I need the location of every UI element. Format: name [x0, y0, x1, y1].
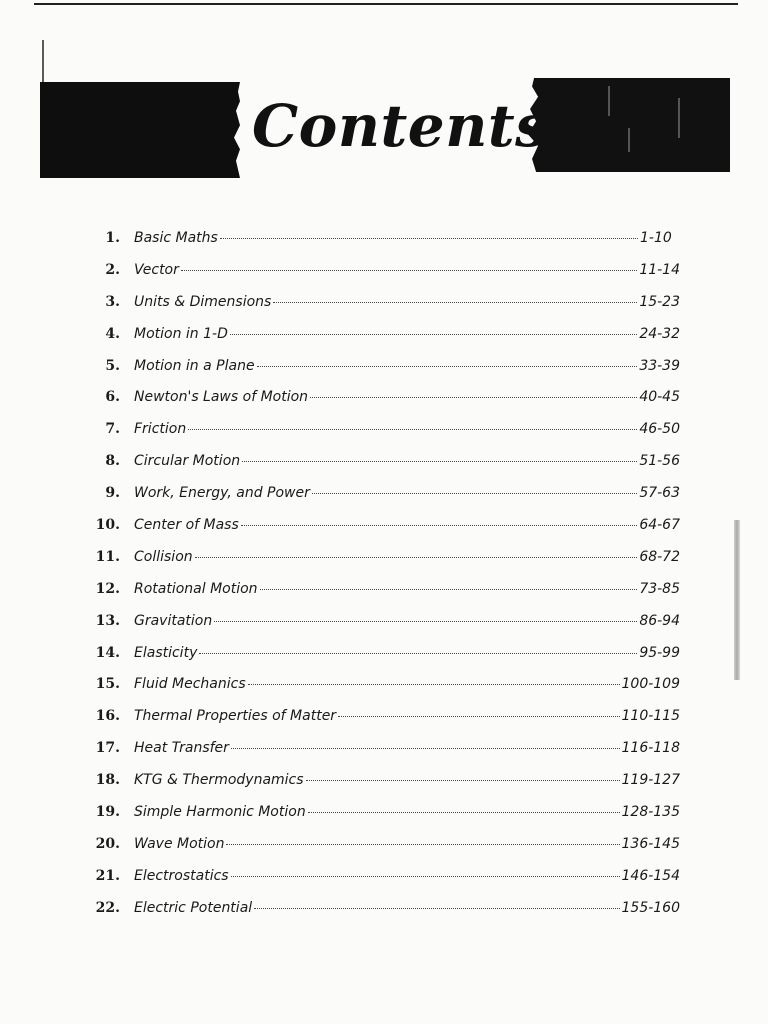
dot-leader [241, 515, 638, 526]
dot-leader [260, 579, 638, 590]
top-rule [34, 3, 738, 5]
entry-title: Friction [134, 421, 187, 438]
entry-title: Vector [134, 261, 179, 278]
entry-number: 18. [95, 772, 120, 789]
toc-entry [80, 294, 680, 326]
toc-entry [80, 708, 680, 740]
entry-number: 13. [95, 612, 120, 629]
dot-leader [230, 324, 637, 335]
entry-number: 10. [95, 517, 120, 534]
entry-number: 12. [95, 580, 120, 597]
entry-number: 11. [95, 548, 120, 565]
entry-page-range: 24-32 [639, 325, 680, 342]
dot-leader [248, 674, 620, 685]
toc-entry [80, 230, 680, 262]
entry-title: Motion in 1-D [134, 325, 228, 342]
entry-number: 15. [95, 676, 120, 693]
dot-leader [231, 866, 620, 877]
entry-number: 2. [105, 261, 120, 278]
entry-number: 21. [95, 867, 120, 884]
entry-title: Simple Harmonic Motion [134, 804, 306, 821]
entry-page-range: 100-109 [621, 676, 680, 693]
entry-page-range: 33-39 [639, 357, 680, 374]
toc-entry [80, 740, 680, 772]
entry-number: 22. [95, 899, 120, 916]
toc-entry [80, 676, 680, 708]
entry-number: 14. [95, 644, 120, 661]
scan-shadow [734, 520, 740, 680]
dot-leader [254, 898, 619, 909]
entry-page-range: 86-94 [639, 612, 680, 629]
entry-number: 5. [105, 357, 120, 374]
toc-entry [80, 772, 680, 804]
entry-title: Center of Mass [134, 517, 239, 534]
toc-entry [80, 900, 680, 932]
dot-leader [310, 387, 637, 398]
entry-number: 16. [95, 708, 120, 725]
title-banner-left [40, 82, 240, 178]
toc-entry [80, 581, 680, 613]
entry-page-range: 128-135 [621, 804, 680, 821]
entry-page-range: 15-23 [639, 293, 680, 310]
dot-leader [306, 770, 620, 781]
entry-title: Work, Energy, and Power [134, 485, 310, 502]
entry-title: Electric Potential [134, 899, 253, 916]
entry-page-range: 11-14 [639, 261, 680, 278]
dot-leader [257, 356, 638, 367]
entry-number: 1. [105, 230, 120, 246]
entry-page-range: 46-50 [639, 421, 680, 438]
toc-entry [80, 549, 680, 581]
dot-leader [242, 451, 637, 462]
entry-page-range: 95-99 [639, 644, 680, 661]
entry-title: Gravitation [134, 612, 213, 629]
dot-leader [226, 834, 619, 845]
entry-title: Basic Maths [134, 230, 218, 246]
page-title: Contents [252, 92, 549, 160]
entry-page-range: 68-72 [639, 548, 680, 565]
toc-entry [80, 645, 680, 677]
toc-entry [80, 389, 680, 421]
entry-number: 8. [105, 453, 120, 470]
entry-title: Units & Dimensions [134, 293, 272, 310]
dot-leader [195, 547, 638, 558]
entry-title: KTG & Thermodynamics [134, 772, 304, 789]
entry-title: Motion in a Plane [134, 357, 255, 374]
table-of-contents [80, 230, 680, 932]
toc-entry [80, 613, 680, 645]
title-banner-right [528, 78, 730, 172]
entry-page-range: 40-45 [639, 389, 680, 406]
entry-number: 20. [95, 835, 120, 852]
dot-leader [231, 738, 620, 749]
toc-entry [80, 804, 680, 836]
dot-leader [220, 228, 638, 239]
entry-title: Circular Motion [134, 453, 241, 470]
dot-leader [214, 611, 637, 622]
dot-leader [312, 483, 637, 494]
entry-page-range: 57-63 [639, 485, 680, 502]
entry-page-range: 110-115 [621, 708, 680, 725]
entry-number: 17. [95, 740, 120, 757]
toc-entry [80, 421, 680, 453]
entry-page-range: 146-154 [621, 867, 680, 884]
dot-leader [273, 292, 637, 303]
dot-leader [199, 643, 637, 654]
toc-entry [80, 517, 680, 549]
toc-entry [80, 485, 680, 517]
entry-title: Wave Motion [134, 835, 225, 852]
dot-leader [181, 260, 637, 271]
toc-entry [80, 453, 680, 485]
entry-page-range: 51-56 [639, 453, 680, 470]
toc-entry [80, 868, 680, 900]
dot-leader [188, 419, 637, 430]
entry-page-range: 116-118 [621, 740, 680, 757]
entry-page-range: 136-145 [621, 835, 680, 852]
toc-entry [80, 262, 680, 294]
entry-number: 9. [105, 485, 120, 502]
entry-page-range: 1-10 [640, 230, 672, 246]
entry-page-range: 64-67 [639, 517, 680, 534]
entry-title: Elasticity [134, 644, 198, 661]
entry-title: Electrostatics [134, 867, 229, 884]
dot-leader [308, 802, 620, 813]
entry-title: Collision [134, 548, 193, 565]
entry-number: 3. [105, 293, 120, 310]
entry-number: 4. [105, 325, 120, 342]
toc-entry [80, 836, 680, 868]
toc-entry [80, 326, 680, 358]
entry-number: 19. [95, 804, 120, 821]
entry-title: Rotational Motion [134, 580, 258, 597]
entry-number: 6. [105, 389, 120, 406]
entry-page-range: 119-127 [621, 772, 680, 789]
entry-title: Newton's Laws of Motion [134, 389, 309, 406]
dot-leader [338, 706, 619, 717]
entry-page-range: 73-85 [639, 580, 680, 597]
entry-title: Heat Transfer [134, 740, 229, 757]
toc-entry [80, 358, 680, 390]
entry-title: Fluid Mechanics [134, 676, 246, 693]
entry-page-range: 155-160 [621, 899, 680, 916]
entry-number: 7. [105, 421, 120, 438]
entry-title: Thermal Properties of Matter [134, 708, 337, 725]
